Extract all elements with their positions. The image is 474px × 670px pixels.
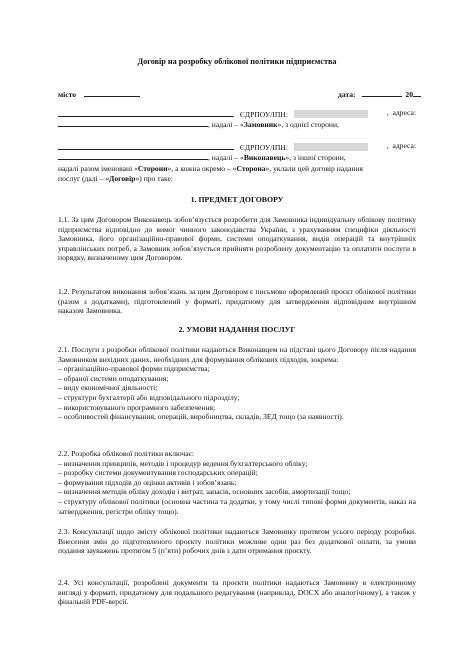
contractor-address-blank[interactable] <box>58 151 208 160</box>
list-item: – визначення принципів, методів і процедур ведення бухгалтерського обліку; <box>58 458 308 468</box>
section-1-p2: 1.2. Результатом виконання зобов’язань за цим Договором є письмово оформлений проєкт облікової політики (разом з додатками), підготовлений у форматі, придатному для затвердження відповідним внутрішнім наказом Замовника. <box>58 287 416 316</box>
contractor-name-blank[interactable] <box>58 141 234 150</box>
section-2-p4: 2.4. Усі консультації, розроблені документи та проєкти політики надаються Замовнику в електронному вигляді у форматі, придатному для подальшого редагування (наприклад, DOCX або аналогічному), а також у фінальній PDF-версії. <box>58 578 416 607</box>
section-2-heading: 2. УМОВИ НАДАННЯ ПОСЛУГ <box>178 325 296 334</box>
section-2-p3: 2.3. Консультації щодо змісту облікової політики надаються Замовнику протягом усього періоду розробки. Внесення змін до підготовленого проєкту політики можливе один раз без додаткової оплати, за умови подання зауважень протягом 5 (п’яти) робочих днів з дати отримання проєкту. <box>58 527 416 556</box>
contractor-edrpou-field[interactable] <box>294 143 368 151</box>
list-item: – структури бухгалтерії або відповідального підрозділу; <box>58 392 240 402</box>
city-blank[interactable] <box>84 88 140 97</box>
city-date-line <box>58 88 416 100</box>
date-label: дата: <box>338 90 356 99</box>
list-item: – особливостей фінансування, операцій, виробництва, складів, ЗЕД тощо (за наявності). <box>58 412 344 422</box>
city-label: місто <box>58 90 77 99</box>
customer-edrpou-label: ЄДРПОУ/ІПН: <box>239 110 288 119</box>
contractor-role: Виконавець <box>243 153 286 162</box>
contractor-line-2: , надалі – «Виконавець», з іншої сторони, <box>58 151 416 163</box>
list-item: – формування підходів до оцінки активів і зобов’язань; <box>58 477 237 487</box>
customer-address-blank[interactable] <box>58 118 208 127</box>
customer-role: Замовник <box>243 120 278 129</box>
intro-paragraph: надалі разом іменовані «Сторони», а кожна окремо – «Сторона», уклали цей договір надання послуг (далі – «Договір») про таке: <box>58 164 364 183</box>
section-1-p1: 1.1. За цим Договором Виконавець зобов’язується розробити для Замовника індивідуальну облікову політику підприємства відповідно до вимог чинного законодавства України, з урахуванням специфіки діяльності Замовника, його організаційно-правової форми, системи оподаткування, видів операцій та внутрішніх управлінських потреб, а Замовник зобов’язується прийняти розроблену документацію та оплатити послуги в порядку, визначеному цим Договором. <box>58 215 416 263</box>
contractor-address-label: адреса: <box>392 141 416 150</box>
customer-line-1: ЄДРПОУ/ІПН: , адреса: <box>58 108 416 120</box>
contractor-line-1: ЄДРПОУ/ІПН: , адреса: <box>58 141 416 153</box>
customer-edrpou-field[interactable] <box>294 110 368 118</box>
customer-address-label: адреса: <box>392 108 416 117</box>
list-item: – структуру облікової політики (основна частина та додатки, у тому числі типові форми документів, наказ на затвердження, регістри обліку тощо). <box>58 496 416 516</box>
list-item: – організаційно-правової форми підприємства; <box>58 364 210 374</box>
customer-line-2: , надалі – «Замовник», з однієї сторони, <box>58 118 416 130</box>
list-item: – розробку системи документування господарських операцій; <box>58 468 258 478</box>
list-item: – обраної системи оподаткування; <box>58 373 169 383</box>
section-1-heading: 1. ПРЕДМЕТ ДОГОВОРУ <box>190 195 284 204</box>
contractor-edrpou-label: ЄДРПОУ/ІПН: <box>239 143 288 152</box>
year-blank[interactable] <box>413 88 421 97</box>
section-2-p2: 2.2. Розробка облікової політики включає: – визначення принципів, методів і процедур ведення бухгалтерського обліку; – розробку системи документування господарських операцій; – формування підходів до оцінки активів і зобов’язань; – визначення методів обліку доходів і витрат, запасів, основних засобів, амортизації тощо; – структуру облікової політики (основна частина та додатки, у тому числі типові форми документів, наказ на затвердження, регістри обліку тощо). <box>58 449 416 516</box>
list-item: – визначення методів обліку доходів і витрат, запасів, основних засобів, амортизації тощо; <box>58 487 351 497</box>
section-2-p1: 2.1. Послуги з розробки облікової політики надаються Виконавцем на підставі цього Договору після надання Замовником вихідних даних, необхідних для формування облікових підходів, зокрема: – організаційно-правової форми підприємства; – обраної системи оподаткування; – виду економічної діяльності; – структури бухгалтерії або відповідального підрозділу; – використовуваного програмного забезпечення; – особливостей фінансування, операцій, виробництва, складів, ЗЕД тощо (за наявності). <box>58 345 416 422</box>
date-blank[interactable] <box>362 88 402 97</box>
year-prefix: 20 <box>405 90 413 99</box>
customer-name-blank[interactable] <box>58 108 234 117</box>
document-title: Договір на розробку облікової політики підприємства <box>137 57 337 66</box>
list-item: – виду економічної діяльності; <box>58 383 158 393</box>
list-item: – використовуваного програмного забезпечення; <box>58 402 216 412</box>
